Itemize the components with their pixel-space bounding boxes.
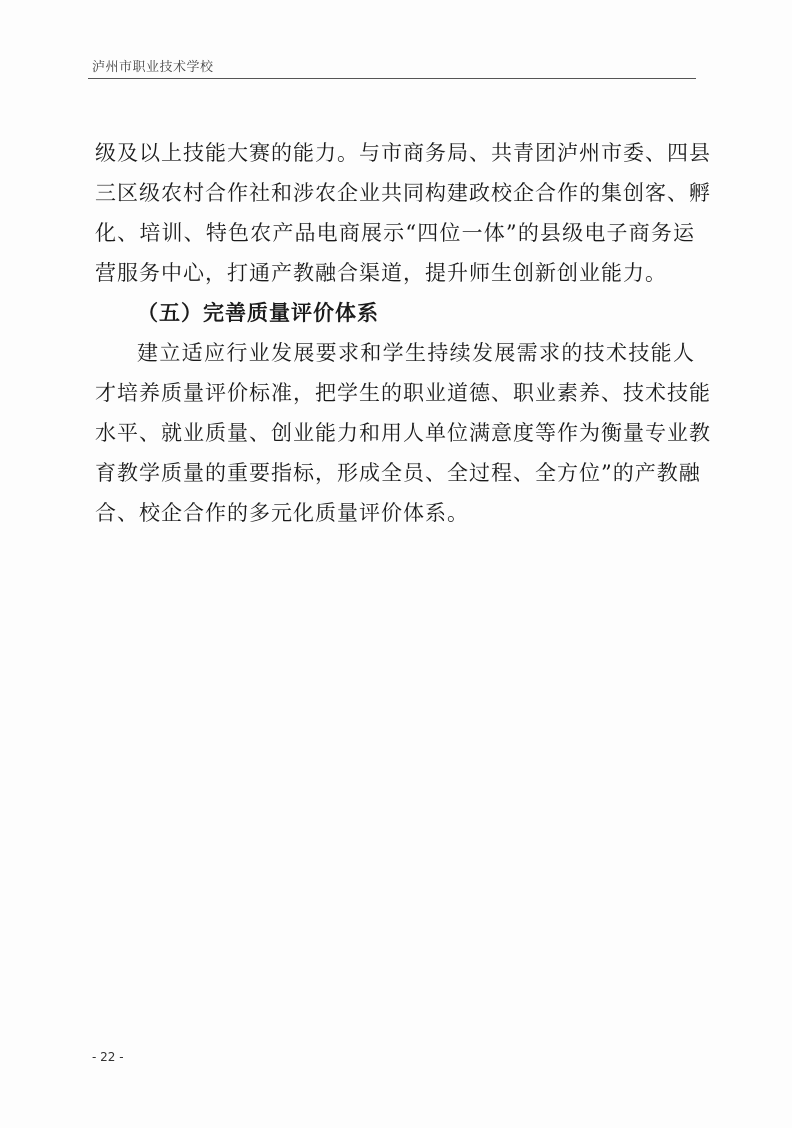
page-number: - 22 - xyxy=(92,1050,124,1064)
paragraph-line: 合、校企合作的多元化质量评价体系。 xyxy=(95,501,469,525)
paragraph-line: 级及以上技能大赛的能力。与市商务局、共青团泸州市委、四县 xyxy=(95,141,711,165)
paragraph-line: 育教学质量的重要指标，形成全员、全过程、全方位”的产教融 xyxy=(95,461,701,485)
section-heading: （五）完善质量评价体系 xyxy=(137,300,379,325)
header-rule xyxy=(88,78,696,79)
paragraph-line: 才培养质量评价标准，把学生的职业道德、职业素养、技术技能 xyxy=(95,381,711,405)
paragraph-line: 水平、就业质量、创业能力和用人单位满意度等作为衡量专业教 xyxy=(95,421,711,445)
paragraph-line: 营服务中心，打通产教融合渠道，提升师生创新创业能力。 xyxy=(95,261,667,285)
running-header: 泸州市职业技术学校 xyxy=(92,60,214,75)
paragraph-line: 建立适应行业发展要求和学生持续发展需求的技术技能人 xyxy=(137,341,695,365)
paragraph-line: 三区级农村合作社和涉农企业共同构建政校企合作的集创客、孵 xyxy=(95,181,711,205)
paragraph-line: 化、培训、特色农产品电商展示“四位一体”的县级电子商务运 xyxy=(95,221,695,245)
body-text xyxy=(95,133,711,533)
